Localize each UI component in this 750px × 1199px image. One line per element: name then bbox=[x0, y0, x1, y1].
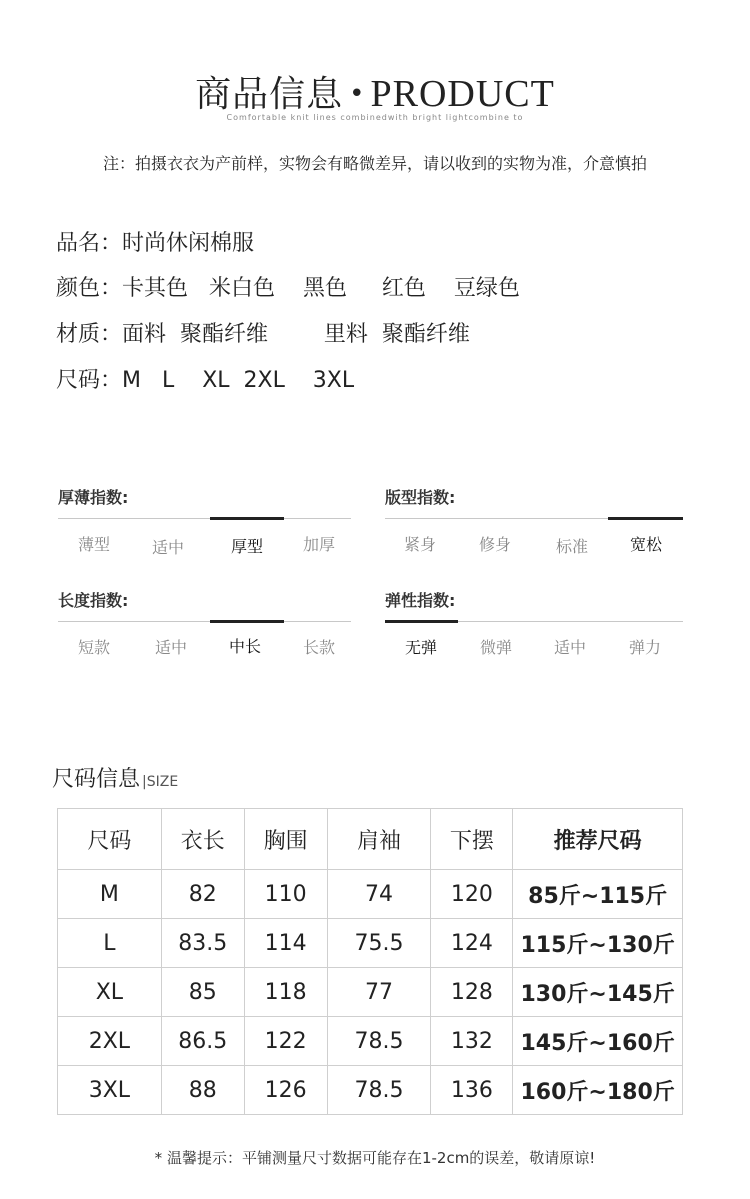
size-table-header-row bbox=[58, 809, 683, 870]
fit-index-title: 版型指数: bbox=[385, 488, 456, 507]
fit-option-0: 紧身 bbox=[403, 535, 436, 554]
cell-length: 85 bbox=[161, 968, 244, 1017]
size-info-heading bbox=[52, 762, 178, 793]
elasticity-option-0: 无弹 bbox=[404, 638, 437, 657]
fit-option-1: 修身 bbox=[478, 535, 511, 554]
cell-chest: 118 bbox=[244, 968, 327, 1017]
thickness-option-2: 厚型 bbox=[230, 537, 263, 556]
fit-index-marker bbox=[608, 517, 683, 520]
fit-option-3: 宽松 bbox=[629, 535, 662, 554]
length-index-line bbox=[58, 621, 351, 622]
cell-size: L bbox=[58, 919, 162, 968]
cell-size: 2XL bbox=[58, 1017, 162, 1066]
length-index-title: 长度指数: bbox=[58, 591, 129, 610]
header-shoulder-sleeve: 肩袖 bbox=[327, 809, 431, 870]
elasticity-index-title: 弹性指数: bbox=[385, 591, 456, 610]
cell-length: 83.5 bbox=[161, 919, 244, 968]
header-size: 尺码 bbox=[58, 809, 162, 870]
thickness-index-marker bbox=[210, 517, 284, 520]
header-recommended: 推荐尺码 bbox=[513, 809, 683, 870]
title-cn: 商品信息 bbox=[195, 74, 344, 115]
table-row bbox=[58, 919, 683, 968]
cell-recommended: 145斤~160斤 bbox=[513, 1017, 683, 1066]
cell-shoulder-sleeve: 78.5 bbox=[327, 1017, 431, 1066]
info-colors: 颜色：卡其色 米白色 黑色 红色 豆绿色 bbox=[56, 276, 520, 301]
footnote: * 温馨提示：平铺测量尺寸数据可能存在1-2cm的误差，敬请原谅! bbox=[154, 1149, 596, 1167]
page-subtitle: Comfortable knit lines combinedwith bright lightcombine to bbox=[226, 113, 524, 122]
size-info-separator: | bbox=[142, 774, 147, 790]
cell-length: 82 bbox=[161, 870, 244, 919]
cell-chest: 122 bbox=[244, 1017, 327, 1066]
thickness-index-title: 厚薄指数: bbox=[58, 488, 129, 507]
size-info-heading-en: SIZE bbox=[146, 774, 179, 790]
cell-length: 88 bbox=[161, 1066, 244, 1115]
cell-hem: 132 bbox=[431, 1017, 513, 1066]
cell-recommended: 115斤~130斤 bbox=[513, 919, 683, 968]
elasticity-index-marker bbox=[385, 620, 458, 623]
cell-shoulder-sleeve: 78.5 bbox=[327, 1066, 431, 1115]
thickness-index-line bbox=[58, 518, 351, 519]
length-index-marker bbox=[210, 620, 284, 623]
info-product-name: 品名：时尚休闲棉服 bbox=[56, 231, 255, 256]
elasticity-option-1: 微弹 bbox=[479, 638, 512, 657]
cell-length: 86.5 bbox=[161, 1017, 244, 1066]
thickness-option-3: 加厚 bbox=[302, 535, 335, 554]
cell-shoulder-sleeve: 77 bbox=[327, 968, 431, 1017]
cell-chest: 110 bbox=[244, 870, 327, 919]
info-sizes: 尺码：M L XL 2XL 3XL bbox=[56, 368, 355, 393]
cell-size: XL bbox=[58, 968, 162, 1017]
cell-chest: 114 bbox=[244, 919, 327, 968]
elasticity-option-3: 弹力 bbox=[628, 638, 661, 657]
cell-hem: 128 bbox=[431, 968, 513, 1017]
cell-size: 3XL bbox=[58, 1066, 162, 1115]
table-row bbox=[58, 870, 683, 919]
cell-chest: 126 bbox=[244, 1066, 327, 1115]
header-length: 衣长 bbox=[161, 809, 244, 870]
length-option-3: 长款 bbox=[302, 638, 335, 657]
table-row bbox=[58, 1066, 683, 1115]
cell-hem: 120 bbox=[431, 870, 513, 919]
page-title bbox=[0, 66, 750, 117]
elasticity-option-2: 适中 bbox=[553, 638, 586, 657]
cell-recommended: 85斤~115斤 bbox=[513, 870, 683, 919]
info-material: 材质：面料 聚酯纤维 里料 聚酯纤维 bbox=[56, 322, 470, 347]
cell-recommended: 160斤~180斤 bbox=[513, 1066, 683, 1115]
header-chest: 胸围 bbox=[244, 809, 327, 870]
size-info-heading-cn: 尺码信息 bbox=[52, 767, 141, 792]
table-row bbox=[58, 968, 683, 1017]
cell-shoulder-sleeve: 74 bbox=[327, 870, 431, 919]
size-table bbox=[57, 808, 683, 1115]
header-hem: 下摆 bbox=[431, 809, 513, 870]
thickness-option-1: 适中 bbox=[151, 538, 184, 557]
cell-hem: 124 bbox=[431, 919, 513, 968]
title-en: PRODUCT bbox=[370, 73, 555, 115]
cell-recommended: 130斤~145斤 bbox=[513, 968, 683, 1017]
cell-shoulder-sleeve: 75.5 bbox=[327, 919, 431, 968]
length-option-2: 中长 bbox=[228, 637, 261, 656]
cell-size: M bbox=[58, 870, 162, 919]
cell-hem: 136 bbox=[431, 1066, 513, 1115]
thickness-option-0: 薄型 bbox=[77, 535, 110, 554]
title-dot: • bbox=[349, 79, 365, 109]
table-row bbox=[58, 1017, 683, 1066]
sample-note: 注：拍摄衣衣为产前样，实物会有略微差异，请以收到的实物为准，介意慎拍 bbox=[102, 154, 647, 173]
fit-option-2: 标准 bbox=[555, 537, 588, 556]
length-option-1: 适中 bbox=[154, 638, 187, 657]
length-option-0: 短款 bbox=[77, 638, 110, 657]
